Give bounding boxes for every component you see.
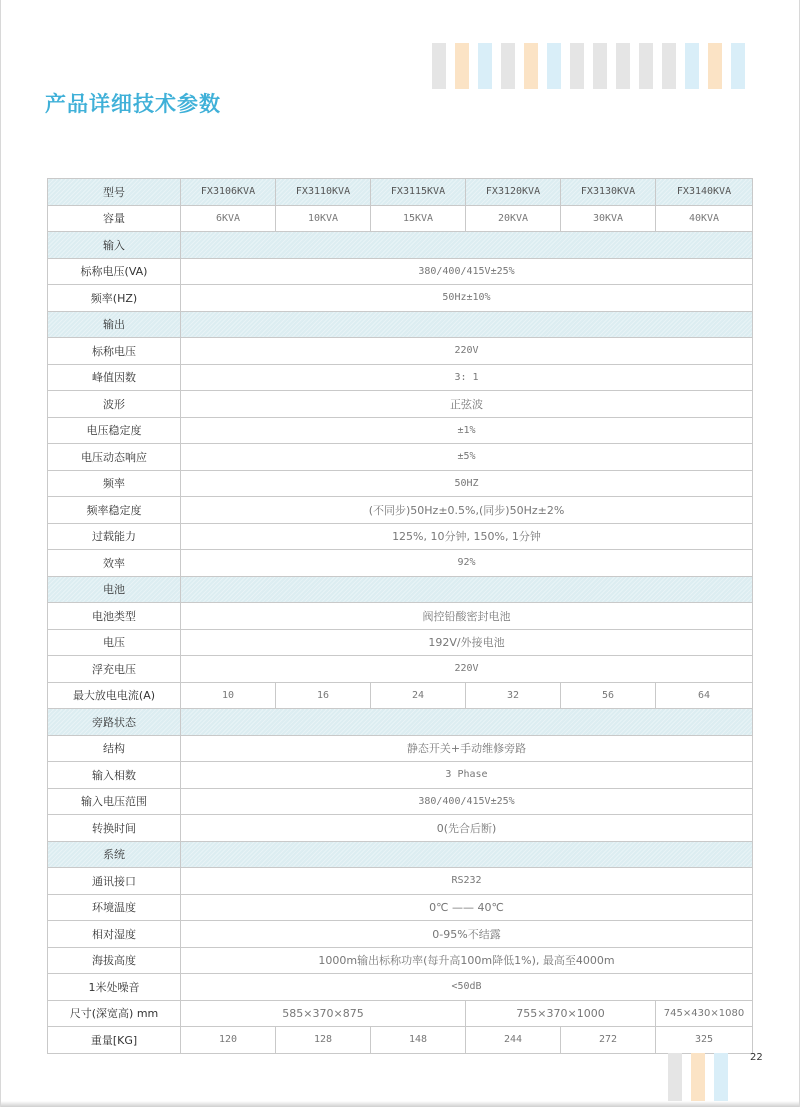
value-cell: 585×370×875 (181, 1000, 466, 1027)
value-cell: 220V (181, 338, 753, 365)
value-cell: 50HZ (181, 470, 753, 497)
value-cell: 120 (181, 1027, 276, 1054)
decorative-stripe (662, 43, 676, 89)
value-cell: 272 (561, 1027, 656, 1054)
row-label: 海拔高度 (48, 947, 181, 974)
table-row (48, 921, 753, 948)
model-cell: FX3106KVA (181, 179, 276, 206)
value-cell: 40KVA (656, 205, 753, 232)
table-row (48, 735, 753, 762)
value-cell: 125%, 10分钟, 150%, 1分钟 (181, 523, 753, 550)
row-label: 波形 (48, 391, 181, 418)
table-row (48, 285, 753, 312)
row-label: 相对湿度 (48, 921, 181, 948)
section-row (48, 841, 753, 868)
table-row (48, 1027, 753, 1054)
decorative-stripe (731, 43, 745, 89)
row-label: 重量[KG] (48, 1027, 181, 1054)
table-header-row (48, 179, 753, 206)
value-cell: 56 (561, 682, 656, 709)
decorative-stripe (570, 43, 584, 89)
table-row (48, 656, 753, 683)
row-label: 过载能力 (48, 523, 181, 550)
row-label: 峰值因数 (48, 364, 181, 391)
row-label: 频率(HZ) (48, 285, 181, 312)
table-row (48, 1000, 753, 1027)
model-cell: FX3120KVA (466, 179, 561, 206)
section-row (48, 232, 753, 259)
value-cell: 3 Phase (181, 762, 753, 789)
value-cell: ±5% (181, 444, 753, 471)
model-cell: FX3130KVA (561, 179, 656, 206)
decorative-stripes-top (432, 43, 745, 89)
value-cell: 静态开关+手动维修旁路 (181, 735, 753, 762)
page-title: 产品详细技术参数 (45, 92, 221, 116)
value-cell: 30KVA (561, 205, 656, 232)
value-cell: 16 (276, 682, 371, 709)
value-cell: 192V/外接电池 (181, 629, 753, 656)
value-cell: 380/400/415V±25% (181, 788, 753, 815)
section-label: 电池 (48, 576, 181, 603)
value-cell: 6KVA (181, 205, 276, 232)
row-label: 电压动态响应 (48, 444, 181, 471)
table-row (48, 417, 753, 444)
spec-table (47, 178, 753, 1054)
row-label: 结构 (48, 735, 181, 762)
decorative-stripes-bottom (668, 1053, 728, 1103)
decorative-stripe (547, 43, 561, 89)
decorative-stripe (685, 43, 699, 89)
row-label: 尺寸(深宽高) mm (48, 1000, 181, 1027)
table-row (48, 550, 753, 577)
value-cell: 0(先合后断) (181, 815, 753, 842)
section-label: 输出 (48, 311, 181, 338)
value-cell: 15KVA (371, 205, 466, 232)
table-row (48, 762, 753, 789)
table-row (48, 523, 753, 550)
value-cell: <50dB (181, 974, 753, 1001)
section-label: 旁路状态 (48, 709, 181, 736)
decorative-stripe (616, 43, 630, 89)
row-label: 电压稳定度 (48, 417, 181, 444)
row-label: 标称电压(VA) (48, 258, 181, 285)
section-row (48, 311, 753, 338)
value-cell: 64 (656, 682, 753, 709)
page-number: 22 (750, 1052, 763, 1063)
decorative-stripe (478, 43, 492, 89)
model-cell: FX3110KVA (276, 179, 371, 206)
value-cell: 380/400/415V±25% (181, 258, 753, 285)
value-cell: 10 (181, 682, 276, 709)
row-label: 输入电压范围 (48, 788, 181, 815)
row-label: 电压 (48, 629, 181, 656)
value-cell: 1000m输出标称功率(每升高100m降低1%), 最高至4000m (181, 947, 753, 974)
row-label: 效率 (48, 550, 181, 577)
row-label: 转换时间 (48, 815, 181, 842)
value-cell: 50Hz±10% (181, 285, 753, 312)
decorative-stripe (639, 43, 653, 89)
section-row (48, 576, 753, 603)
table-row (48, 868, 753, 895)
row-label: 容量 (48, 205, 181, 232)
value-cell: 正弦波 (181, 391, 753, 418)
table-row (48, 603, 753, 630)
row-label: 输入相数 (48, 762, 181, 789)
value-cell: 0-95%不结露 (181, 921, 753, 948)
table-row (48, 682, 753, 709)
row-label: 1米处噪音 (48, 974, 181, 1001)
table-row (48, 470, 753, 497)
decorative-stripe (668, 1053, 682, 1103)
row-label: 浮充电压 (48, 656, 181, 683)
value-cell: 128 (276, 1027, 371, 1054)
decorative-stripe (708, 43, 722, 89)
value-cell: ±1% (181, 417, 753, 444)
table-row (48, 497, 753, 524)
row-label: 通讯接口 (48, 868, 181, 895)
table-row (48, 338, 753, 365)
decorative-stripe (691, 1053, 705, 1103)
decorative-stripe (501, 43, 515, 89)
decorative-stripe (593, 43, 607, 89)
table-row (48, 258, 753, 285)
value-cell: 10KVA (276, 205, 371, 232)
row-label: 频率稳定度 (48, 497, 181, 524)
table-row (48, 629, 753, 656)
table-row (48, 205, 753, 232)
row-label: 频率 (48, 470, 181, 497)
model-cell: FX3115KVA (371, 179, 466, 206)
table-row (48, 894, 753, 921)
value-cell: 阀控铅酸密封电池 (181, 603, 753, 630)
row-label: 标称电压 (48, 338, 181, 365)
decorative-stripe (455, 43, 469, 89)
row-label: 最大放电电流(A) (48, 682, 181, 709)
table-row (48, 444, 753, 471)
section-label: 系统 (48, 841, 181, 868)
decorative-stripe (432, 43, 446, 89)
value-cell: RS232 (181, 868, 753, 895)
value-cell: 244 (466, 1027, 561, 1054)
value-cell: 24 (371, 682, 466, 709)
row-label: 环境温度 (48, 894, 181, 921)
table-row (48, 788, 753, 815)
table-row (48, 391, 753, 418)
page-edge-shadow (1, 1101, 799, 1107)
section-row (48, 709, 753, 736)
model-cell: FX3140KVA (656, 179, 753, 206)
table-row (48, 364, 753, 391)
table-row (48, 815, 753, 842)
value-cell: (不同步)50Hz±0.5%,(同步)50Hz±2% (181, 497, 753, 524)
value-cell: 0℃ —— 40℃ (181, 894, 753, 921)
value-cell: 148 (371, 1027, 466, 1054)
decorative-stripe (714, 1053, 728, 1103)
section-label: 输入 (48, 232, 181, 259)
decorative-stripe (524, 43, 538, 89)
value-cell: 325 (656, 1027, 753, 1054)
value-cell: 745×430×1080 (656, 1000, 753, 1027)
value-cell: 92% (181, 550, 753, 577)
table-row (48, 974, 753, 1001)
model-label: 型号 (48, 179, 181, 206)
value-cell: 3: 1 (181, 364, 753, 391)
value-cell: 755×370×1000 (466, 1000, 656, 1027)
row-label: 电池类型 (48, 603, 181, 630)
table-row (48, 947, 753, 974)
value-cell: 220V (181, 656, 753, 683)
value-cell: 32 (466, 682, 561, 709)
value-cell: 20KVA (466, 205, 561, 232)
